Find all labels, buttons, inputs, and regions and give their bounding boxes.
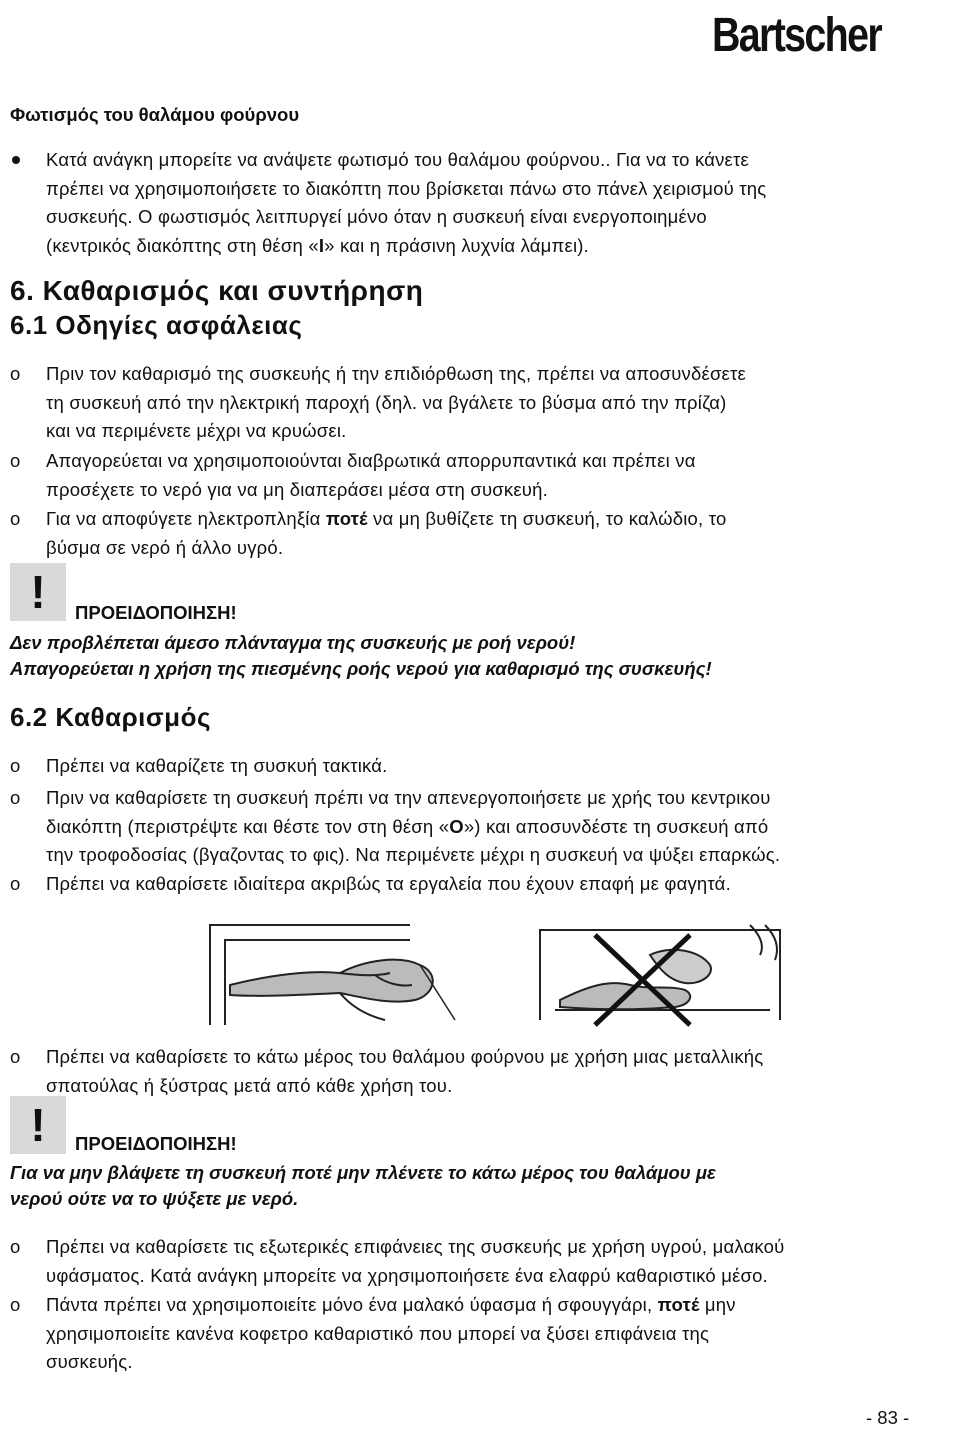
- warning-line: Απαγορεύεται η χρήση της πιεσμένης ροής νερού για καθαρισμό της συσκευής!: [10, 658, 712, 679]
- emphasis-never: ποτέ: [325, 508, 368, 529]
- list-item: [46, 870, 946, 899]
- section-title-cleaning-maintenance: 6. Καθαρισμός και συντήρηση: [10, 275, 424, 306]
- bullet-o-icon: o: [10, 363, 21, 384]
- list-item: [46, 752, 946, 781]
- text-line: Πρέπει να καθαρίσετε τις εξωτερικές επιφάνειες της συσκευής με χρήση υγρού, μαλακού: [46, 1236, 785, 1257]
- lighting-paragraph: [46, 146, 946, 260]
- exclamation-icon: !: [30, 566, 46, 618]
- subsection-title-safety: 6.1 Οδηγίες ασφάλειας: [10, 310, 303, 340]
- warning-text: [10, 1160, 950, 1212]
- bartscher-logo: [712, 8, 922, 66]
- text-segment: Για να αποφύγετε ηλεκτροπληξία: [46, 508, 326, 529]
- text-line: [46, 813, 958, 842]
- text-line: συσκευής. Ο φωστισμός λειτπυργεί μόνο όταν η συσκευή είναι ενεργοποιημένο: [46, 206, 707, 227]
- warning-title: ΠΡΟΕΙΔΟΠΟΙΗΣΗ!: [75, 1133, 237, 1154]
- warning-line: νερού ούτε να το ψύξετε με νερό.: [10, 1188, 299, 1209]
- warning-line: Για να μην βλάψετε τη συσκευή ποτέ μην πλένετε το κάτω μέρος του θαλάμου με: [10, 1162, 716, 1183]
- list-item: [46, 360, 946, 446]
- list-item: [46, 1043, 946, 1100]
- text-line: σπατούλας ή ξύστρας μετά από κάθε χρήση του.: [46, 1074, 453, 1096]
- exclamation-icon: !: [30, 1099, 46, 1151]
- text-line: Πρέπει να καθαρίσετε ιδιαίτερα ακριβώς τα εργαλεία που έχουν επαφή με φαγητά.: [46, 873, 731, 894]
- warning-icon: [10, 1096, 66, 1154]
- bullet-o-icon: o: [10, 508, 21, 529]
- section-title-lighting: Φωτισμός του θαλάμου φούρνου: [10, 104, 300, 125]
- incorrect-cleaning-image: [540, 925, 780, 1025]
- bullet-o-icon: o: [10, 787, 21, 808]
- text-line: Απαγορεύεται να χρησιμοποιούνται διαβρωτικά απορρυπαντικά και πρέπει να: [46, 450, 696, 471]
- text-segment: μην: [699, 1294, 736, 1315]
- bullet-o-icon: o: [10, 1236, 21, 1257]
- cleaning-illustrations: [190, 915, 800, 1030]
- text-line: Πρέπει να καθαρίσετε το κάτω μέρος του θαλάμου φούρνου με χρήση μιας μεταλλικής: [46, 1046, 764, 1067]
- bullet-o-icon: o: [10, 755, 21, 776]
- list-item: [46, 447, 946, 504]
- bullet-o-icon: o: [10, 873, 21, 894]
- warning-icon: [10, 563, 66, 621]
- text-line: υφάσματος. Κατά ανάγκη μπορείτε να χρησιμοποιήσετε ένα ελαφρύ καθαριστικό μέσο.: [46, 1264, 768, 1286]
- text-line: την τροφοδοσίας (βγαζοντας το φις). Να περιμένετε μέχρι η συσκευή να ψύξει επαρκώς.: [46, 844, 781, 865]
- warning-line: Δεν προβλέπεται άμεσο πλάνταγμα της συσκευής με ροή νερού!: [10, 632, 576, 653]
- switch-position-label: I: [318, 234, 325, 256]
- list-item: [46, 505, 946, 562]
- text-line: Πριν να καθαρίσετε τη συσκευή πρέπι να την απενεργοποιήσετε με χρής του κεντρικου: [46, 787, 771, 808]
- text-line: χρησιμοποιείτε κανένα κοφετρο καθαριστικό που μπορεί να ξύσει επιφάνεια της: [46, 1322, 710, 1344]
- text-line: Κατά ανάγκη μπορείτε να ανάψετε φωτισμό του θαλάμου φούρνου.. Για να το κάνετε: [46, 149, 749, 170]
- text-segment: διακόπτη (περιστρέψτε και θέστε τον στη θέση «: [46, 815, 450, 837]
- text-line: βύσμα σε νερό ή άλλο υγρό.: [46, 536, 284, 558]
- switch-position-label: O: [449, 815, 464, 837]
- text-segment: να μη βυθίζετε τη συσκευή, το καλώδιο, το: [367, 508, 727, 529]
- list-item: [46, 1291, 946, 1377]
- warning-text: [10, 630, 950, 682]
- text-segment: Πάντα πρέπει να χρησιμοποιείτε μόνο ένα μαλακό ύφασμα ή σφουγγάρι,: [46, 1294, 658, 1315]
- text-line: [46, 1291, 946, 1320]
- bullet-icon: [12, 156, 20, 164]
- bullet-o-icon: o: [10, 1046, 21, 1067]
- bullet-o-icon: o: [10, 1294, 21, 1315]
- list-item: [46, 1233, 958, 1290]
- list-item: [46, 784, 958, 870]
- text-segment: ») και αποσυνδέστε τη συσκευή από: [463, 815, 769, 837]
- oven-cleaning-illustration: [190, 915, 800, 1030]
- subsection-title-cleaning: 6.2 Καθαρισμός: [10, 702, 211, 732]
- emphasis-never: ποτέ: [657, 1294, 700, 1315]
- text-line: [46, 505, 946, 534]
- page-number: - 83 -: [866, 1407, 910, 1428]
- text-line: Πριν τον καθαρισμό της συσκευής ή την επιδιόρθωση της, πρέπει να αποσυνδέσετε: [46, 363, 746, 384]
- text-line: προσέχετε το νερό για να μη διαπεράσει μέσα στη συσκευή.: [46, 478, 548, 500]
- correct-cleaning-image: [210, 925, 455, 1025]
- text-line: [46, 232, 946, 261]
- text-segment: (κεντρικός διακόπτης στη θέση «: [46, 234, 319, 256]
- text-line: πρέπει να χρησιμοποιήσετε το διακόπτη που βρίσκεται πάνω στο πάνελ χειρισμού της: [46, 177, 767, 199]
- text-line: Πρέπει να καθαρίζετε τη συσκυή τακτικά.: [46, 755, 388, 776]
- bullet-o-icon: o: [10, 450, 21, 471]
- text-line: τη συσκευή από την ηλεκτρική παροχή (δηλ. να βγάλετε το βύσμα από την πρίζα): [46, 391, 727, 413]
- text-segment: » και η πράσινη λυχνία λάμπει).: [324, 234, 589, 256]
- warning-title: ΠΡΟΕΙΔΟΠΟΙΗΣΗ!: [75, 602, 237, 623]
- text-line: συσκευής.: [46, 1351, 133, 1372]
- logo-text: Bartscher: [712, 9, 882, 62]
- text-line: και να περιμένετε μέχρι να κρυώσει.: [46, 420, 347, 441]
